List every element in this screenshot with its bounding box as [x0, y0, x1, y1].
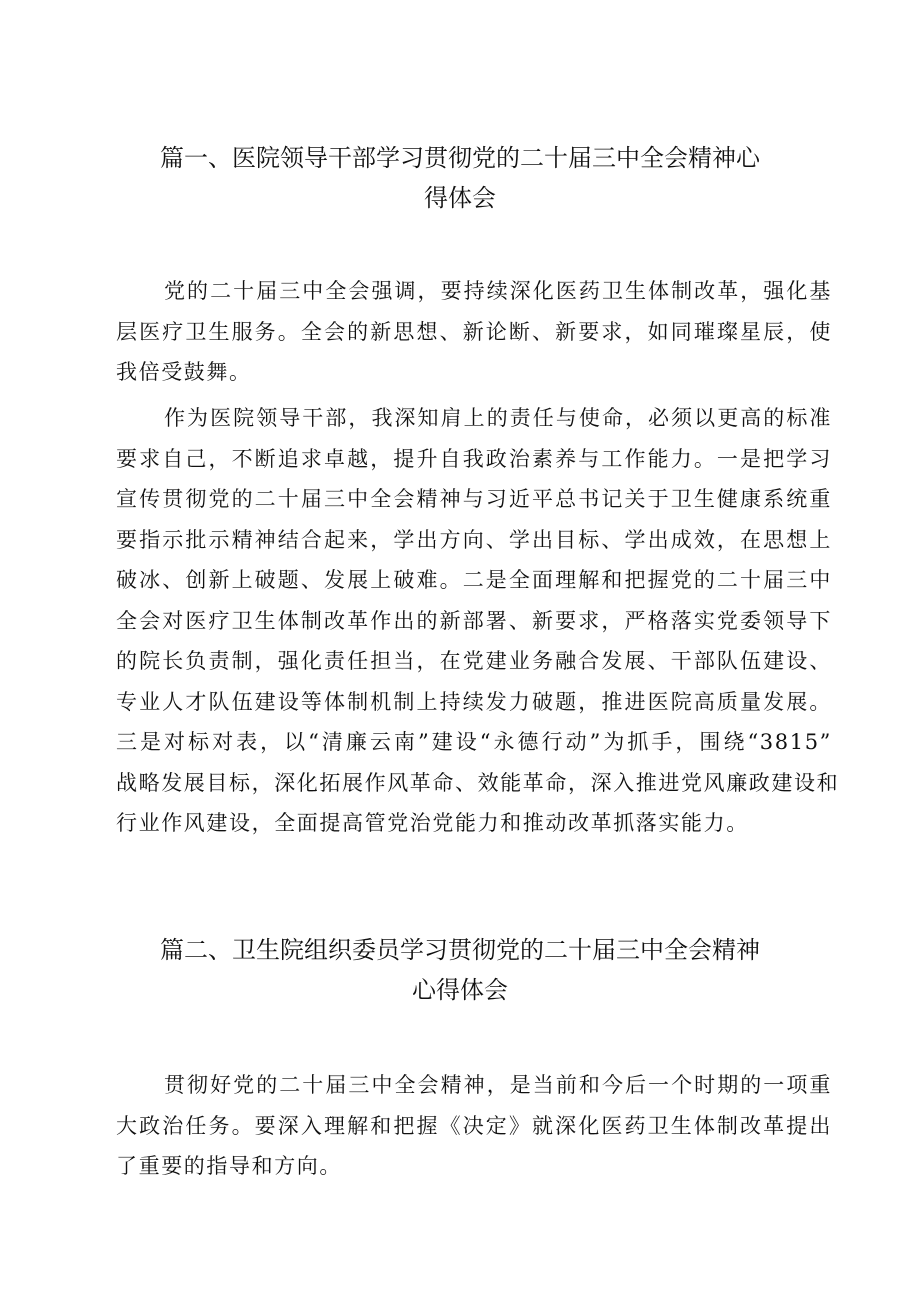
paragraph-line: 作为医院领导干部，我深知肩上的责任与使命，必须以更高的标准: [164, 406, 832, 430]
paragraph-line: 宣传贯彻党的二十届三中全会精神与习近平总书记关于卫生健康系统重: [116, 487, 832, 511]
paragraph-line: 行业作风建设，全面提高管党治党能力和推动改革抓落实能力。: [116, 811, 749, 835]
section-1-title: [0, 138, 920, 218]
paragraph-line: 了重要的指导和方向。: [116, 1154, 342, 1178]
section-1-paragraph-1: [116, 271, 832, 393]
paragraph-line: 战略发展目标，深化拓展作风革命、效能革命，深入推进党风廉政建设和: [116, 770, 840, 795]
paragraph-line: 党的二十届三中全会强调，要持续深化医药卫生体制改革，强化基: [164, 279, 832, 303]
paragraph-line: 大政治任务。要深入理解和把握《决定》就深化医药卫生体制改革提出: [116, 1113, 832, 1138]
section-2-paragraph-1: [116, 1065, 832, 1187]
paragraph-line: 层医疗卫生服务。全会的新思想、新论断、新要求，如同璀璨星辰，使: [116, 319, 832, 344]
paragraph-line: 的院长负责制，强化责任担当，在党建业务融合发展、干部队伍建设、: [116, 649, 832, 673]
paragraph-line: 要求自己，不断追求卓越，提升自我政治素养与工作能力。一是把学习: [116, 446, 832, 471]
paragraph-line: 要指示批示精神结合起来，学出方向、学出目标、学出成效，在思想上: [116, 527, 832, 552]
paragraph-line: 贯彻好党的二十届三中全会精神，是当前和今后一个时期的一项重: [164, 1073, 832, 1097]
paragraph-line: 我倍受鼓舞。: [116, 360, 252, 384]
section-2-title: [0, 930, 920, 1010]
section-1-title-line-1: 篇一、医院领导干部学习贯彻党的二十届三中全会精神心: [160, 144, 760, 172]
paragraph-line: 专业人才队伍建设等体制机制上持续发力破题，推进医院高质量发展。: [116, 689, 832, 714]
paragraph-line: 破冰、创新上破题、发展上破难。二是全面理解和把握党的二十届三中: [116, 568, 832, 592]
paragraph-line: 三是对标对表，以“清廉云南”建设“永德行动”为抓手，围绕“3815”: [116, 730, 832, 754]
section-2-title-line-2: 心得体会: [412, 976, 508, 1004]
section-2-title-line-1: 篇二、卫生院组织委员学习贯彻党的二十届三中全会精神: [160, 936, 760, 964]
section-1-title-line-2: 得体会: [424, 184, 496, 212]
section-1-paragraph-2: [116, 398, 840, 844]
paragraph-line: 全会对医疗卫生体制改革作出的新部署、新要求，严格落实党委领导下: [116, 608, 832, 633]
